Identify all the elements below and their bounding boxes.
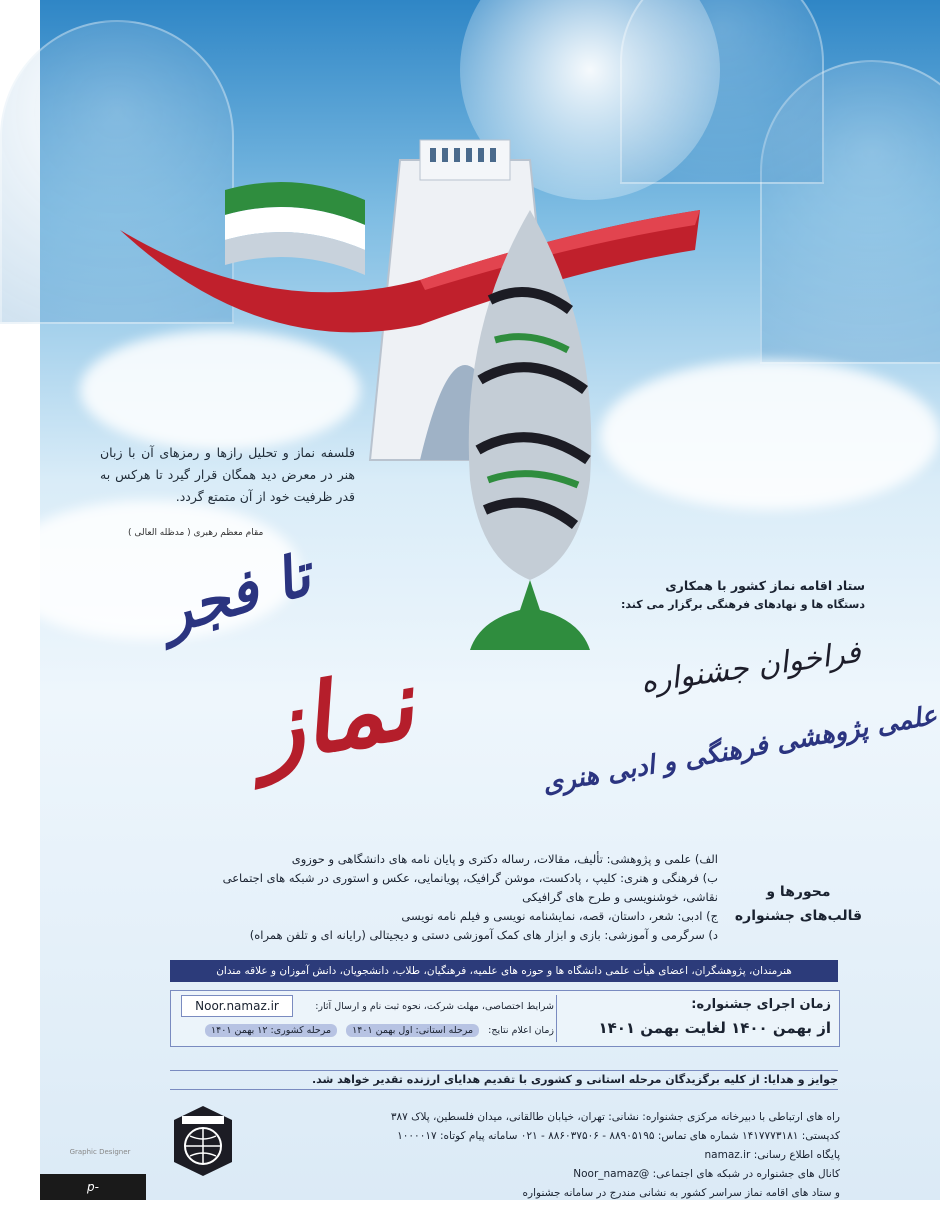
festival-logo-namaz: نماز <box>246 647 422 786</box>
provincial-stage: مرحله استانی: اول بهمن ۱۴۰۱ <box>346 1024 479 1037</box>
quote-source: مقام معظم رهبری ( مدظله العالی ) <box>128 528 264 538</box>
source-url-tag[interactable]: p-ghayen.tvu.ac.ir <box>40 1174 146 1200</box>
axis-item: ج) ادبی: شعر، داستان، قصه، نمایشنامه نویسی و فیلم نامه نویسی <box>401 909 718 923</box>
results-label: زمان اعلام نتایج: <box>488 1025 554 1036</box>
contact-line: و ستاد های اقامه نماز سراسر کشور به نشانی مندرج در سامانه جشنواره <box>522 1187 840 1199</box>
contact-line: پایگاه اطلاع رسانی: namaz.ir <box>704 1149 840 1161</box>
contact-line: کانال های جشنواره در شبکه های اجتماعی: @Noor_namaz <box>573 1168 840 1180</box>
contact-line: راه های ارتباطی با دبیرخانه مرکزی جشنواره: نشانی: تهران، خیابان طالقانی، میدان فلسطین، پلاک ۳۸۷ <box>390 1111 840 1123</box>
organizer-line-1: ستاد اقامه نماز کشور با همکاری <box>665 578 865 593</box>
organizer-line-2: دستگاه ها و نهادهای فرهنگی برگزار می کند: <box>621 598 865 611</box>
results-schedule <box>205 1025 554 1036</box>
contact-info <box>250 1108 840 1203</box>
leader-quote: فلسفه نماز و تحلیل رازها و رمزهای آن با زبان هنر در معرض دید همگان قرار گیرد تا هرکس به قدر ظرفیت خود از آن متمتع گردد. <box>100 445 355 504</box>
website-link[interactable]: Noor.namaz.ir <box>181 995 293 1017</box>
namaz-headquarters-emblem <box>172 1104 234 1178</box>
axes-heading-line1: محورها و <box>766 884 831 900</box>
poster <box>40 0 940 1220</box>
terms-text: شرایط اختصاصی، مهلت شرکت، نحوه ثبت نام و ارسال آثار: <box>315 1001 554 1012</box>
prizes-note: جوایز و هدایا: از کلیه برگزیدگان مرحله استانی و کشوری با تقدیم هدایای ارزنده تقدیر خواهد شد. <box>170 1070 838 1090</box>
national-stage: مرحله کشوری: ۱۲ بهمن ۱۴۰۱ <box>205 1024 337 1037</box>
calligraphy-vase <box>450 180 610 650</box>
axis-item: الف) علمی و پژوهشی: تألیف، مقالات، رساله دکتری و پایان نامه های دانشگاهی و حوزوی <box>291 852 718 866</box>
axes-heading <box>735 880 862 928</box>
cloud <box>80 330 360 450</box>
call-for-festival: فراخوان جشنواره <box>638 634 863 701</box>
divider <box>556 995 557 1042</box>
execution-dates: از بهمن ۱۴۰۰ لغایت بهمن ۱۴۰۱ <box>598 1019 831 1037</box>
execution-info-box <box>170 990 840 1047</box>
axis-item: نقاشی، خوشنویسی و طرح های گرافیکی <box>522 890 718 904</box>
designer-credit: Graphic Designer <box>69 1148 131 1156</box>
contact-line: کدپستی: ۱۴۱۷۷۷۳۱۸۱ شماره های تماس: ۸۸۹۰۵۱۹۵ - ۸۸۶۰۳۷۵۰۶ - ۰۲۱ سامانه پیام کوتاه: ۱۰۰۰۰۱۷ <box>397 1130 840 1142</box>
execution-label: زمان اجرای جشنواره: <box>691 997 831 1012</box>
axes-heading-line2: قالب‌های جشنواره <box>734 908 862 924</box>
audience-band: هنرمندان، پژوهشگران، اعضای هیأت علمی دانشگاه ها و حوزه های علمیه، فرهنگیان، طلاب، دانشجویان، دانش آموزان و علاقه مندان <box>170 960 838 982</box>
red-ribbon <box>120 190 700 340</box>
festival-subtitle: علمی پژوهشی فرهنگی و ادبی هنری <box>540 700 940 800</box>
festival-axes-list <box>158 850 718 945</box>
cloud <box>600 360 940 510</box>
axis-item: د) سرگرمی و آموزشی: بازی و ابزار های کمک آموزشی دستی و دیجیتالی (رایانه ای و تلفن همراه) <box>249 928 718 942</box>
festival-logo-tafajr: تا فجر <box>153 540 318 648</box>
axis-item: ب) فرهنگی و هنری: کلیپ ، پادکست، موشن گرافیک، پویانمایی، عکس و استوری در شبکه های اجتماعی <box>222 871 718 885</box>
